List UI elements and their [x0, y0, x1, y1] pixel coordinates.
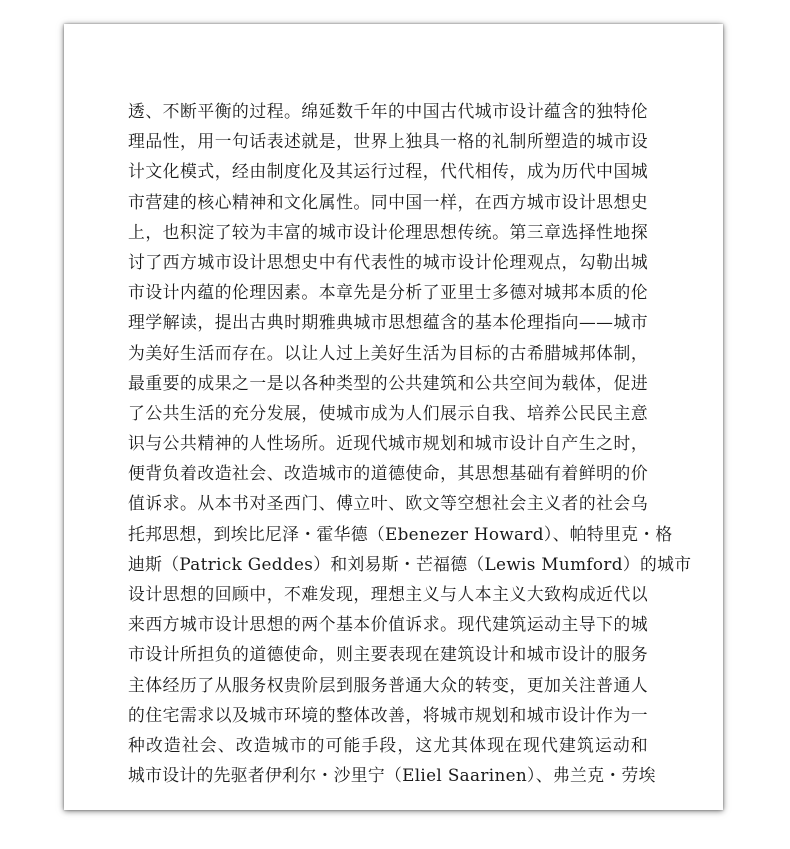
- text-line: 便背负着改造社会、改造城市的道德使命，其思想基础有着鲜明的价: [128, 463, 648, 484]
- text-line: 了公共生活的充分发展，使城市成为人们展示自我、培养公民民主意: [128, 402, 648, 423]
- book-page: [64, 24, 723, 810]
- text-line: 计文化模式，经由制度化及其运行过程，代代相传，成为历代中国城: [128, 161, 648, 182]
- text-line: 识与公共精神的人性场所。近现代城市规划和城市设计自产生之时，: [128, 433, 648, 454]
- text-line: 上，也积淀了较为丰富的城市设计伦理思想传统。第三章选择性地探: [128, 221, 648, 242]
- text-line: 的住宅需求以及城市环境的整体改善，将城市规划和城市设计作为一: [128, 704, 648, 725]
- text-line: 城市设计的先驱者伊利尔・沙里宁（Eliel Saarinen）、弗兰克・劳埃: [128, 765, 656, 786]
- body-text: [128, 96, 692, 790]
- text-line: 透、不断平衡的过程。绵延数千年的中国古代城市设计蕴含的独特伦: [128, 101, 648, 121]
- text-line: 主体经历了从服务权贵阶层到服务普通大众的转变，更加关注普通人: [128, 674, 648, 695]
- text-line: 市营建的核心精神和文化属性。同中国一样，在西方城市设计思想史: [128, 191, 648, 212]
- text-line: 设计思想的回顾中，不难发现，理想主义与人本主义大致构成近代以: [128, 584, 648, 604]
- text-line: 种改造社会、改造城市的可能手段，这尤其体现在现代建筑运动和: [128, 734, 648, 755]
- text-line: 迪斯（Patrick Geddes）和刘易斯・芒福德（Lewis Mumford）的城市: [128, 553, 692, 574]
- text-line: 为美好生活而存在。以让人过上美好生活为目标的古希腊城邦体制，: [128, 342, 648, 363]
- text-line: 值诉求。从本书对圣西门、傅立叶、欧文等空想社会主义者的社会乌: [128, 493, 648, 514]
- text-line: 最重要的成果之一是以各种类型的公共建筑和公共空间为载体，促进: [128, 372, 648, 393]
- text-line: 托邦思想，到埃比尼泽・霍华德（Ebenezer Howard）、帕特里克・格: [128, 523, 673, 544]
- text-line: 理品性，用一句话表述就是，世界上独具一格的礼制所塑造的城市设: [128, 131, 648, 152]
- text-line: 市设计内蕴的伦理因素。本章先是分析了亚里士多德对城邦本质的伦: [128, 282, 648, 303]
- text-line: 理学解读，提出古典时期雅典城市思想蕴含的基本伦理指向——城市: [128, 312, 648, 333]
- text-line: 来西方城市设计思想的两个基本价值诉求。现代建筑运动主导下的城: [128, 614, 648, 635]
- text-line: 市设计所担负的道德使命，则主要表现在建筑设计和城市设计的服务: [128, 644, 648, 665]
- text-line: 讨了西方城市设计思想史中有代表性的城市设计伦理观点，勾勒出城: [128, 251, 648, 272]
